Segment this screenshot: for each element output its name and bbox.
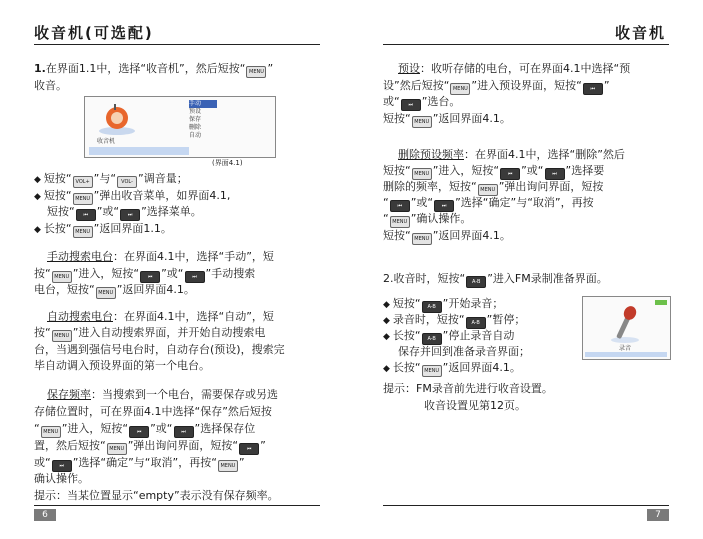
step1-line2: 收音。 <box>34 79 67 92</box>
next-key-icon: ⏭ <box>434 200 454 212</box>
fm-record-key-icon: A-B <box>466 317 486 329</box>
left-page-header: 收音机(可选配) <box>34 24 154 42</box>
save-freq-line6: 确认操作。 <box>34 472 89 485</box>
bullet-long-press: ◆ 长按“ MENU ”返回界面1.1。 <box>34 220 172 239</box>
menu-key-icon: MENU <box>478 184 498 196</box>
screen-caption: (界面4.1) <box>212 159 243 167</box>
save-freq-title: 保存频率 <box>47 388 91 401</box>
right-tip-line2: 收音设置见第12页。 <box>424 399 526 412</box>
bullet-record-pause: ◆ 录音时，短按“ A-B ”暂停； <box>383 311 525 330</box>
save-freq-line3: “ MENU ”进入，短按“ ⏮ ”或“ ⏭ ”选择保存位 <box>34 420 255 438</box>
right-tip-line1: 提示：FM录音前先进行收音设置。 <box>383 382 553 395</box>
screen-label: 录音 <box>619 345 632 352</box>
save-freq-line4: 置，然后短按“ MENU ”弹出询问界面，短按“ ⏮ ” <box>34 437 266 455</box>
fm-record-key-icon: A-B <box>422 301 442 313</box>
menu-key-icon: MENU <box>41 426 61 438</box>
save-freq-line5: 或“ ⏭ ”选择“确定”与“取消”，再按“ MENU ” <box>34 454 245 472</box>
vol-up-key-icon: VOL+ <box>73 176 93 188</box>
menu-key-icon: MENU <box>73 226 93 238</box>
prev-key-icon: ⏮ <box>76 209 96 221</box>
bullet-record-start: ◆ 短按“ A-B ”开始录音； <box>383 295 503 314</box>
preset-line3: 或“ ⏭ ”选台。 <box>383 93 460 111</box>
auto-search-line4: 毕自动调入预设界面的第一个电台。 <box>34 359 210 372</box>
save-freq-line2: 存储位置时，可在界面4.1中选择“保存”然后短按 <box>34 405 272 418</box>
menu-key-icon: MENU <box>73 193 93 205</box>
left-tip: 提示：当某位置显示“empty”表示没有保存频率。 <box>34 489 279 502</box>
preset-line4: 短按“ MENU ”返回界面4.1。 <box>383 110 511 128</box>
right-footer-rule <box>383 505 669 506</box>
next-key-icon: ⏭ <box>52 460 72 472</box>
radio-menu-list <box>189 100 217 140</box>
delete-title: 删除预设频率 <box>398 148 464 161</box>
menu-key-icon: MENU <box>52 271 72 283</box>
fm-record-key-icon: A-B <box>422 333 442 345</box>
step2-line: 2.收音时，短按“ A-B ”进入FM录制准备界面。 <box>383 270 608 288</box>
auto-search-line2: 按“ MENU ”进入自动搜索界面，并开始自动搜索电 <box>34 324 265 342</box>
next-key-icon: ⏭ <box>545 168 565 180</box>
prev-key-icon: ⏮ <box>239 443 259 455</box>
preset-line2: 设”然后短按“ MENU ”进入预设界面，短按“ ⏮ ” <box>383 77 610 95</box>
prev-key-icon: ⏮ <box>583 83 603 95</box>
auto-search-title: 自动搜索电台 <box>47 310 113 323</box>
menu-item-manual: 手动 <box>189 100 217 108</box>
menu-key-icon: MENU <box>107 443 127 455</box>
prev-key-icon: ⏮ <box>390 200 410 212</box>
menu-key-icon: MENU <box>412 116 432 128</box>
menu-key-icon: MENU <box>390 216 410 228</box>
right-header-rule <box>383 44 669 45</box>
delete-line1: 删除预设频率：在界面4.1中，选择“删除”然后 <box>398 148 625 161</box>
menu-key-icon: MENU <box>412 233 432 245</box>
prev-key-icon: ⏮ <box>129 426 149 438</box>
auto-search-line3: 台，当遇到强信号电台时，自动存台(预设)，搜索完 <box>34 343 285 356</box>
menu-key-icon: MENU <box>422 365 442 377</box>
manual-search-title: 手动搜索电台 <box>47 250 113 263</box>
radio-screen-illustration <box>84 96 276 158</box>
menu-key-icon: MENU <box>52 330 72 342</box>
menu-item-save: 保存 <box>189 116 202 123</box>
menu-key-icon: MENU <box>246 66 266 78</box>
next-key-icon: ⏭ <box>174 426 194 438</box>
bullet-record-return: ◆ 长按“ MENU ”返回界面4.1。 <box>383 359 521 378</box>
page-number-left: 6 <box>34 509 56 521</box>
bullet-record-stop-cont: 保存并回到准备录音界面； <box>398 345 530 358</box>
prev-key-icon: ⏮ <box>140 271 160 283</box>
screen-toolbar <box>89 147 189 155</box>
delete-line6: 短按“ MENU ”返回界面4.1。 <box>383 227 511 245</box>
menu-item-auto: 自动 <box>189 132 202 139</box>
vol-down-key-icon: VOL- <box>117 176 137 188</box>
bullet-volume: ◆ 短按“ VOL+ ”与“ VOL- ”调音量； <box>34 170 188 189</box>
menu-item-preset: 预设 <box>189 108 202 115</box>
next-key-icon: ⏭ <box>401 99 421 111</box>
menu-key-icon: MENU <box>450 83 470 95</box>
delete-line2: 短按“ MENU ”进入，短按“ ⏮ ”或“ ⏭ ”选择要 <box>383 162 604 180</box>
fm-record-key-icon: A-B <box>466 276 486 288</box>
delete-line4: “ ⏮ ”或“ ⏭ ”选择“确定”与“取消”，再按 <box>383 194 594 212</box>
preset-line1: 预设：收听存储的电台，可在界面4.1中选择“预 <box>398 62 631 75</box>
screen-label: 收音机 <box>97 138 116 145</box>
preset-title: 预设 <box>398 62 420 75</box>
manual-search-line2: 按“ MENU ”进入，短按“ ⏮ ”或“ ⏭ ”手动搜索 <box>34 265 255 283</box>
next-key-icon: ⏭ <box>185 271 205 283</box>
menu-key-icon: MENU <box>412 168 432 180</box>
save-freq-line1: 保存频率：当搜索到一个电台，需要保存或另选 <box>47 388 278 401</box>
bullet-record-stop: ◆ 长按“ A-B ”停止录音自动 <box>383 327 514 346</box>
next-key-icon: ⏭ <box>120 209 140 221</box>
screen-toolbar <box>585 352 667 357</box>
menu-key-icon: MENU <box>218 460 238 472</box>
bullet-menu: ◆ 短按“ MENU ”弹出收音菜单，如界面4.1, <box>34 187 230 206</box>
step1-line1: 1.在界面1.1中，选择“收音机”，然后短按“ MENU ” <box>34 60 273 78</box>
prev-key-icon: ⏮ <box>500 168 520 180</box>
right-page-header: 收音机 <box>615 24 667 42</box>
microphone-icon <box>603 305 647 345</box>
delete-line5: “ MENU ”确认操作。 <box>383 210 471 228</box>
bullet-menu-cont: 短按“ ⏮ ”或“ ⏭ ”选择菜单。 <box>47 203 202 221</box>
manual-search-line3: 电台，短按“ MENU ”返回界面4.1。 <box>34 281 195 299</box>
menu-item-delete: 删除 <box>189 124 202 131</box>
page-number-right: 7 <box>647 509 669 521</box>
delete-line3: 删除的频率，短按“ MENU ”弹出询问界面，短按 <box>383 178 603 196</box>
left-footer-rule <box>34 505 320 506</box>
manual-search-line1: 手动搜索电台：在界面4.1中，选择“手动”，短 <box>47 250 274 263</box>
auto-search-line1: 自动搜索电台：在界面4.1中，选择“自动”，短 <box>47 310 274 323</box>
battery-icon <box>655 300 667 305</box>
radio-device-icon <box>93 101 141 137</box>
record-screen-illustration <box>582 296 671 360</box>
menu-key-icon: MENU <box>96 287 116 299</box>
left-header-rule <box>34 44 320 45</box>
